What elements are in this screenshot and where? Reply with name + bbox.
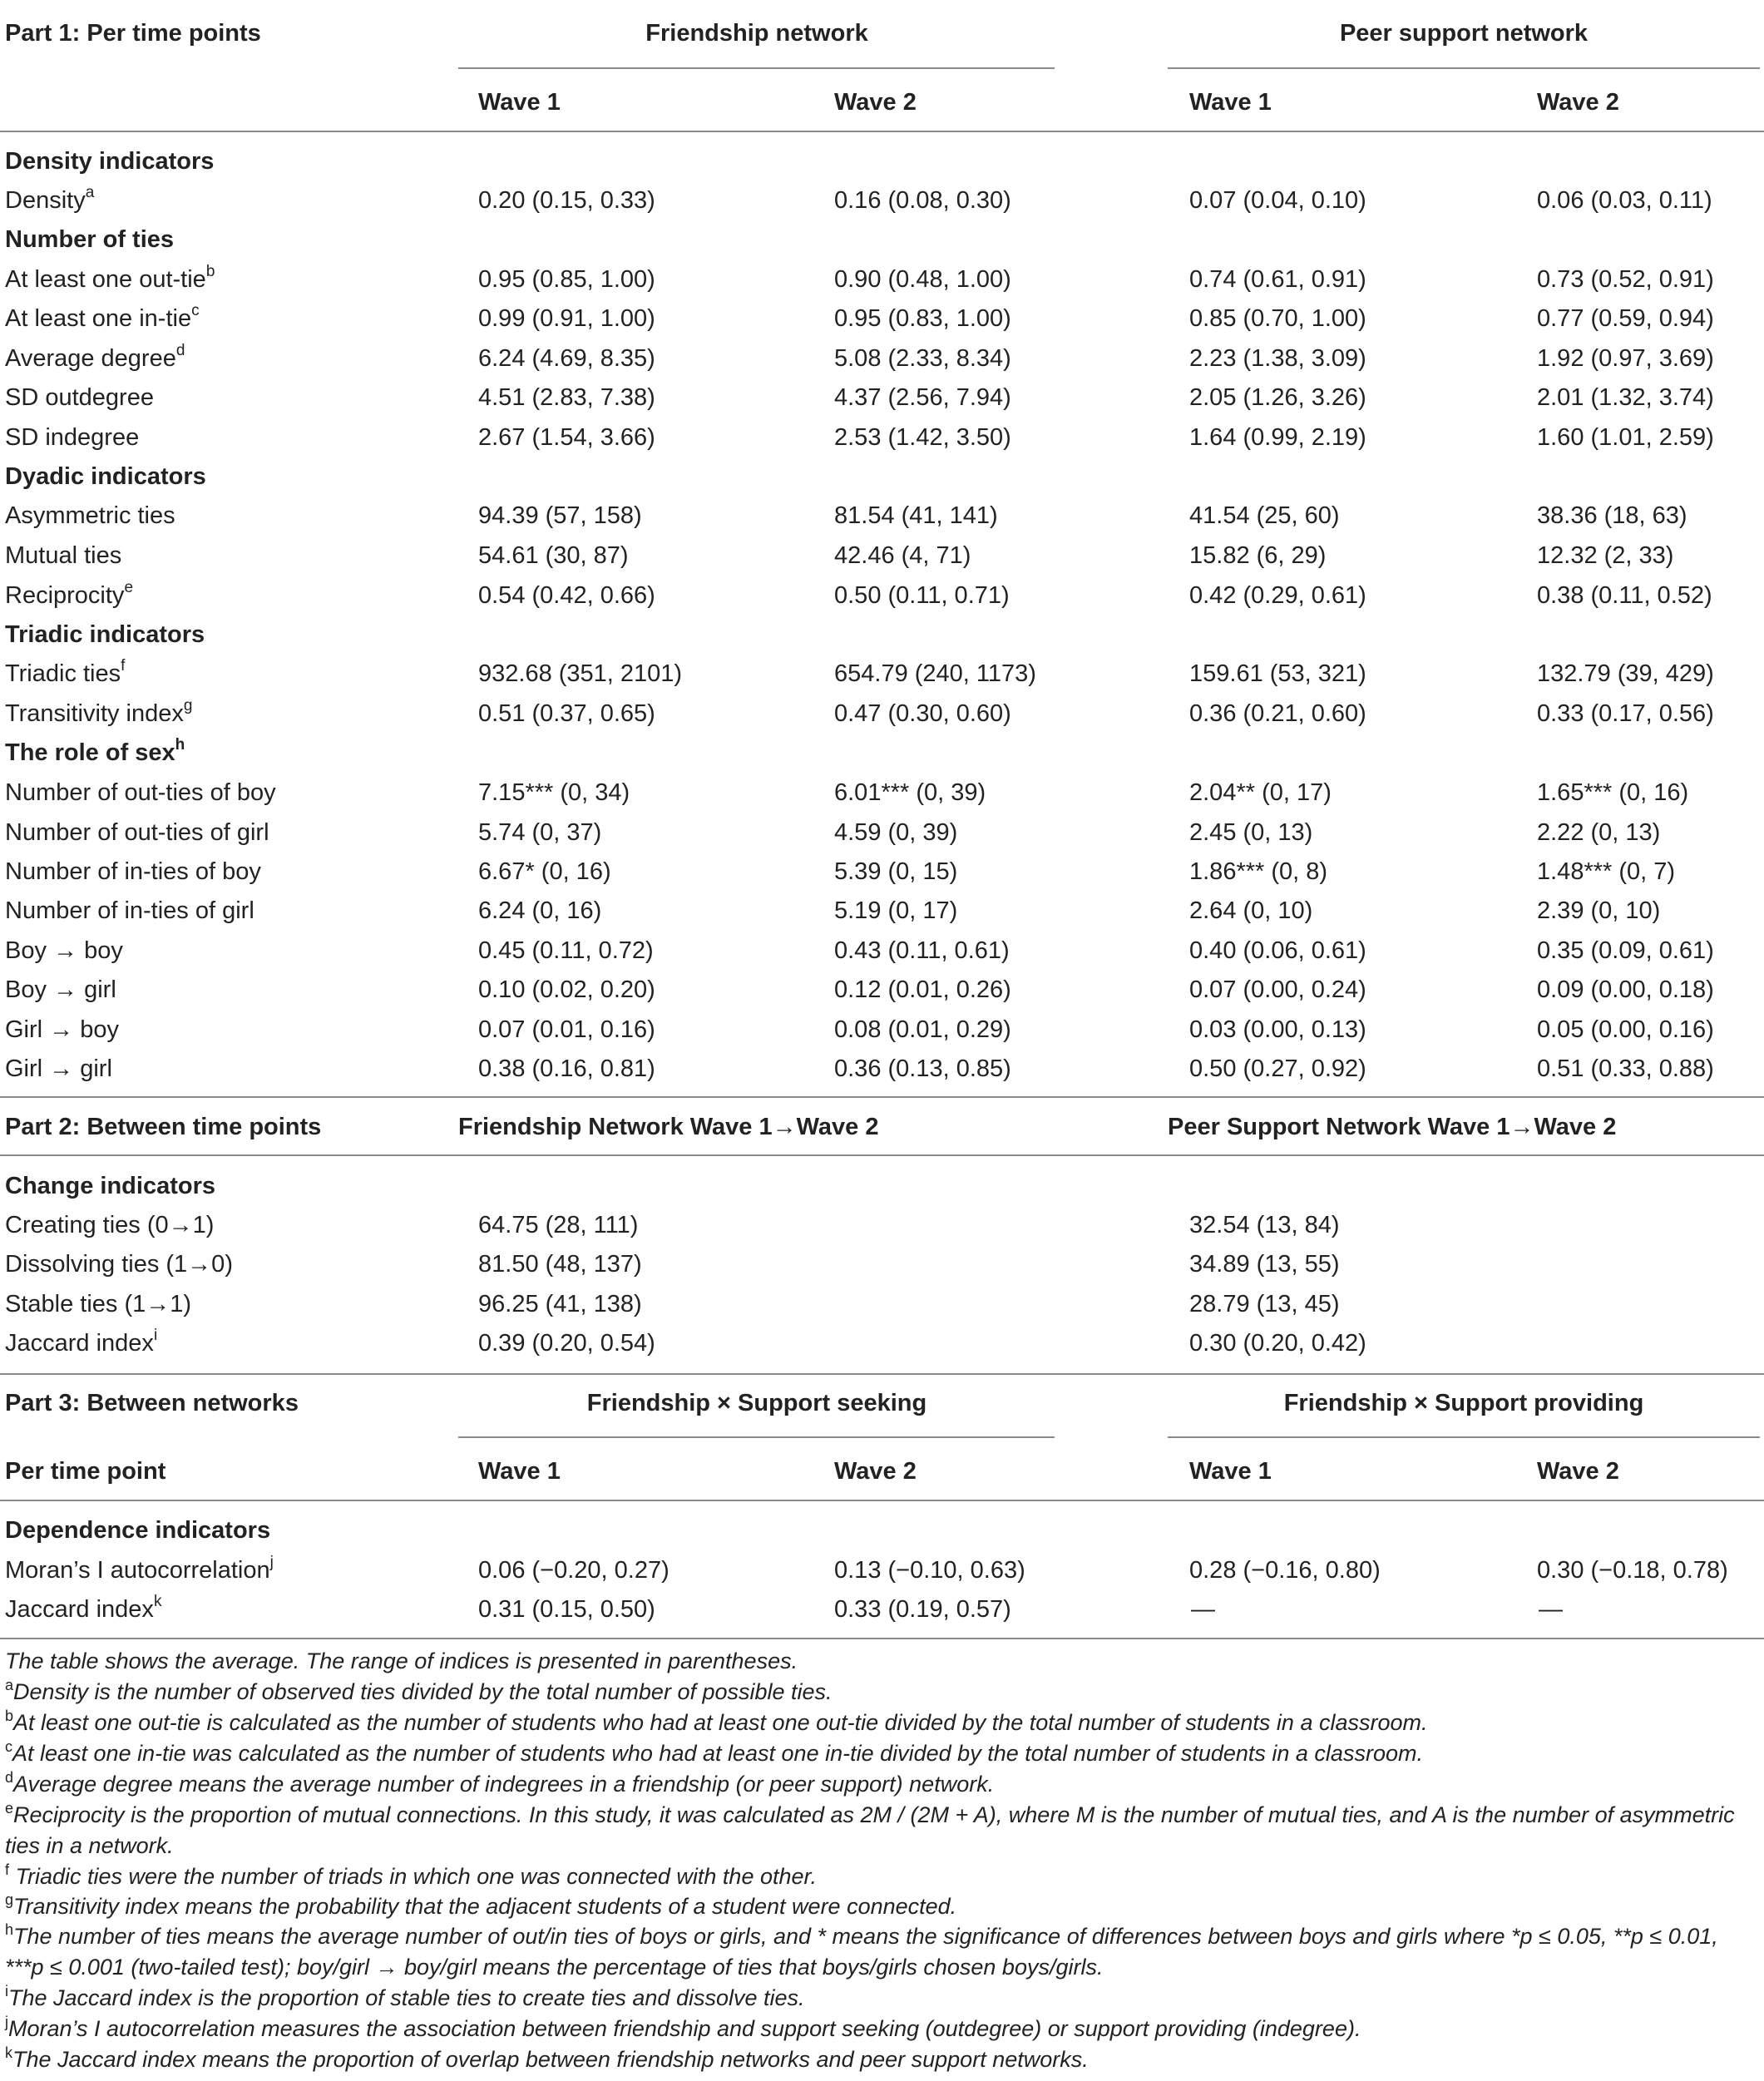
footnote-marker: f	[5, 1861, 10, 1878]
footnote-text: Average degree means the average number of indegrees in a friendship (or peer support) network.	[13, 1772, 995, 1797]
table-cell: 0.50 (0.11, 0.71)	[834, 582, 1010, 609]
wave-header: Wave 1	[1189, 1458, 1272, 1485]
footnote-marker: a	[5, 1677, 14, 1693]
footnote-marker: d	[175, 342, 185, 360]
table-cell: 0.06 (−0.20, 0.27)	[478, 1557, 670, 1584]
table-cell: 0.07 (0.01, 0.16)	[478, 1016, 655, 1043]
footnote-text: Triadic ties were the number of triads in which one was connected with the other.	[9, 1864, 818, 1889]
row-label: Jaccard index$^k$	[5, 1593, 162, 1623]
footnote-marker: f	[121, 657, 126, 675]
footnote	[5, 1983, 1760, 2014]
table-cell: 6.24 (0, 16)	[478, 897, 602, 924]
wave-header: Wave 2	[1537, 1458, 1619, 1485]
table-cell: 0.47 (0.30, 0.60)	[834, 700, 1011, 727]
row-label: At least one in-tie$^c$	[5, 302, 200, 332]
table-cell: 0.09 (0.00, 0.18)	[1537, 976, 1714, 1003]
table-cell: 2.23 (1.38, 3.09)	[1189, 345, 1366, 372]
group-underline	[458, 67, 1055, 69]
table-cell: 0.74 (0.61, 0.91)	[1189, 266, 1366, 293]
table-cell: 28.79 (13, 45)	[1189, 1291, 1340, 1317]
row-label: SD indegree	[5, 424, 140, 451]
row-label: Dissolving ties (1→0)	[5, 1251, 233, 1278]
footnote	[5, 2044, 1760, 2075]
footnote	[5, 1646, 1760, 1677]
footnote	[5, 1708, 1760, 1738]
footnote-text: Transitivity index means the probability that the adjacent students of a student were connected.	[13, 1894, 957, 1919]
footnote-text: The table shows the average. The range of indices is presented in parentheses.	[5, 1648, 798, 1673]
row-label: At least one out-tie$^b$	[5, 263, 215, 293]
table-cell: 6.24 (4.69, 8.35)	[478, 345, 655, 372]
footnote-marker: d	[5, 1769, 14, 1786]
table-cell: 0.07 (0.04, 0.10)	[1189, 187, 1366, 214]
table-cell: 96.25 (41, 138)	[478, 1291, 642, 1317]
footnote-text: Density is the number of observed ties divided by the total number of possible ties.	[13, 1679, 833, 1704]
table-cell: 0.36 (0.13, 0.85)	[834, 1055, 1011, 1082]
table-cell: 6.01*** (0, 39)	[834, 779, 986, 806]
table-cell: 2.04** (0, 17)	[1189, 779, 1332, 806]
group-underline	[1168, 1436, 1760, 1438]
row-label: Girl → girl	[5, 1055, 112, 1082]
table-cell: 0.51 (0.33, 0.88)	[1537, 1055, 1714, 1082]
table-cell: 15.82 (6, 29)	[1189, 542, 1327, 569]
footnote-text: Reciprocity is the proportion of mutual connections. In this study, it was calculated as 2M / (2M + A), where M is the number of mutual ties, and A is the number of asymmetric ties in a network.	[5, 1802, 1735, 1858]
table-cell: 38.36 (18, 63)	[1537, 502, 1687, 529]
group-header-support-providing: Friendship × Support providing	[1283, 1390, 1644, 1416]
table-cell: 932.68 (351, 2101)	[478, 660, 683, 687]
row-label: Density$^a$	[5, 184, 95, 214]
table-cell: 2.67 (1.54, 3.66)	[478, 424, 655, 451]
row-label: Triadic ties$^f$	[5, 657, 126, 687]
row-label: Jaccard index$^i$	[5, 1327, 158, 1357]
wave-header: Wave 1	[478, 89, 561, 116]
wave-header: Wave 2	[834, 89, 917, 116]
part3-title: Part 3: Between networks	[5, 1390, 299, 1416]
table-cell: 4.51 (2.83, 7.38)	[478, 384, 655, 411]
section-heading: Dependence indicators	[5, 1517, 271, 1544]
table-cell: 34.89 (13, 55)	[1189, 1251, 1340, 1278]
table-cell: 1.48*** (0, 7)	[1537, 858, 1676, 885]
footnote-marker: j	[269, 1554, 274, 1572]
wave-header: Wave 1	[1189, 89, 1272, 116]
table-cell: 0.45 (0.11, 0.72)	[478, 937, 654, 964]
table-cell: 5.74 (0, 37)	[478, 819, 602, 846]
table-cell: 0.05 (0.00, 0.16)	[1537, 1016, 1714, 1043]
table-cell: 0.06 (0.03, 0.11)	[1537, 187, 1712, 214]
table-cell: 4.59 (0, 39)	[834, 819, 958, 846]
section-heading: Change indicators	[5, 1173, 215, 1199]
footnote-marker: g	[5, 1891, 14, 1908]
table-cell: 2.01 (1.32, 3.74)	[1537, 384, 1714, 411]
table-cell: 0.39 (0.20, 0.54)	[478, 1330, 655, 1357]
footnote-marker: b	[205, 263, 215, 281]
row-label: Average degree$^d$	[5, 342, 185, 372]
table-cell: 1.92 (0.97, 3.69)	[1537, 345, 1714, 372]
table-cell: 0.35 (0.09, 0.61)	[1537, 937, 1714, 964]
table-cell: 0.99 (0.91, 1.00)	[478, 305, 655, 332]
table-cell: 0.13 (−0.10, 0.63)	[834, 1557, 1025, 1584]
table-bottom-rule	[0, 1638, 1764, 1639]
table-cell: 0.54 (0.42, 0.66)	[478, 582, 655, 609]
row-label: Number of in-ties of girl	[5, 897, 254, 924]
header-rule	[0, 1154, 1764, 1156]
footnote-marker: h	[175, 736, 185, 754]
table-cell: 0.31 (0.15, 0.50)	[478, 1596, 655, 1623]
footnote-marker: i	[153, 1327, 158, 1345]
table-cell: 0.16 (0.08, 0.30)	[834, 187, 1011, 214]
table-cell: 2.45 (0, 13)	[1189, 819, 1313, 846]
table-cell: 0.07 (0.00, 0.24)	[1189, 976, 1366, 1003]
table-cell: 54.61 (30, 87)	[478, 542, 629, 569]
table-cell: 159.61 (53, 321)	[1189, 660, 1366, 687]
table-cell: 132.79 (39, 429)	[1537, 660, 1714, 687]
footnote-text: Moran’s I autocorrelation measures the association between friendship and support seeking (outdegree) or support providing (indegree).	[8, 2016, 1361, 2041]
footnote-text: The Jaccard index is the proportion of stable ties to create ties and dissolve ties.	[8, 1985, 805, 2010]
footnote	[5, 1891, 1760, 1922]
section-rule	[0, 1373, 1764, 1375]
table-cell: 6.67* (0, 16)	[478, 858, 611, 885]
row-label: Mutual ties	[5, 542, 122, 569]
table-cell: 0.30 (0.20, 0.42)	[1189, 1330, 1366, 1357]
table-cell: 94.39 (57, 158)	[478, 502, 642, 529]
group-header-friendship-change: Friendship Network Wave 1→Wave 2	[458, 1114, 879, 1140]
footnote-text: The number of ties means the average number of out/in ties of boys or girls, and * means the significance of differences between boys and girls where *p ≤ 0.05, **p ≤ 0.01, ***p ≤ 0.001 (two-tailed test); boy/girl → boy/girl means the percentage of ties that boys/girls chosen boys/girls.	[5, 1924, 1718, 1980]
table-cell: 0.42 (0.29, 0.61)	[1189, 582, 1366, 609]
group-header-peer-support: Peer support network	[1339, 20, 1589, 47]
table-cell: 1.65*** (0, 16)	[1537, 779, 1689, 806]
footnote-marker: k	[5, 2044, 12, 2061]
table-cell: 7.15*** (0, 34)	[478, 779, 630, 806]
table-cell: 2.64 (0, 10)	[1189, 897, 1313, 924]
footnote	[5, 1677, 1760, 1708]
group-underline	[1168, 67, 1760, 69]
footnote-marker: e	[124, 579, 134, 597]
table-cell: 64.75 (28, 111)	[478, 1212, 639, 1238]
table-cell: 0.73 (0.52, 0.91)	[1537, 266, 1714, 293]
table-cell: 0.40 (0.06, 0.61)	[1189, 937, 1366, 964]
table-cell: 5.19 (0, 17)	[834, 897, 958, 924]
table-cell: 5.39 (0, 15)	[834, 858, 958, 885]
section-heading: Density indicators	[5, 148, 215, 175]
table-cell: 0.20 (0.15, 0.33)	[478, 187, 655, 214]
table-cell: 0.38 (0.11, 0.52)	[1537, 582, 1712, 609]
footnote-marker: c	[191, 302, 200, 320]
footnote-text: At least one in-tie was calculated as the number of students who had at least one in-tie divided by the total number of students in a classroom.	[12, 1741, 1423, 1766]
table-cell: 42.46 (4, 71)	[834, 542, 971, 569]
table-cell: 0.03 (0.00, 0.13)	[1189, 1016, 1366, 1043]
header-rule	[0, 1500, 1764, 1501]
table-cell: 0.77 (0.59, 0.94)	[1537, 305, 1714, 332]
table-cell: 0.43 (0.11, 0.61)	[834, 937, 1010, 964]
table-cell: 0.85 (0.70, 1.00)	[1189, 305, 1366, 332]
table-cell: 2.05 (1.26, 3.26)	[1189, 384, 1366, 411]
footnote-marker: b	[5, 1708, 14, 1724]
table-cell: 0.10 (0.02, 0.20)	[478, 976, 655, 1003]
row-label: Number of in-ties of boy	[5, 858, 261, 885]
footnote	[5, 1861, 1760, 1892]
footnote-text: The Jaccard index means the proportion of overlap between friendship networks and peer support networks.	[12, 2047, 1089, 2072]
table-cell: 1.60 (1.01, 2.59)	[1537, 424, 1714, 451]
footnote	[5, 2014, 1760, 2044]
table-cell: 0.38 (0.16, 0.81)	[478, 1055, 655, 1082]
row-label: Boy → girl	[5, 976, 116, 1003]
row-label: Transitivity index$^g$	[5, 697, 193, 727]
table-cell: 0.33 (0.17, 0.56)	[1537, 700, 1714, 727]
table-cell: 0.90 (0.48, 1.00)	[834, 266, 1011, 293]
row-label: Reciprocity$^e$	[5, 579, 134, 609]
header-rule	[0, 131, 1764, 132]
section-rule	[0, 1096, 1764, 1098]
table-cell: 41.54 (25, 60)	[1189, 502, 1340, 529]
row-label: Creating ties (0→1)	[5, 1212, 215, 1238]
table-cell: 2.53 (1.42, 3.50)	[834, 424, 1011, 451]
section-heading: Number of ties	[5, 226, 175, 253]
table-cell: 2.22 (0, 13)	[1537, 819, 1661, 846]
table-cell: —	[1191, 1596, 1215, 1623]
table-cell: 0.33 (0.19, 0.57)	[834, 1596, 1011, 1623]
group-header-support-seeking: Friendship × Support seeking	[586, 1390, 927, 1416]
table-cell: 4.37 (2.56, 7.94)	[834, 384, 1011, 411]
table-cell: 81.54 (41, 141)	[834, 502, 998, 529]
table-cell: 0.08 (0.01, 0.29)	[834, 1016, 1011, 1043]
table-cell: 0.51 (0.37, 0.65)	[478, 700, 655, 727]
table-cell: —	[1539, 1596, 1563, 1623]
table-cell: 5.08 (2.33, 8.34)	[834, 345, 1011, 372]
footnote	[5, 1738, 1760, 1769]
row-label: Stable ties (1→1)	[5, 1291, 192, 1317]
row-label: Girl → boy	[5, 1016, 119, 1043]
footnote	[5, 1769, 1760, 1800]
table-cell: 1.86*** (0, 8)	[1189, 858, 1328, 885]
footnote-marker: h	[5, 1921, 14, 1938]
table-cell: 12.32 (2, 33)	[1537, 542, 1674, 569]
group-header-friendship: Friendship network	[645, 20, 868, 47]
footnote-marker: c	[5, 1738, 12, 1755]
row-label: Boy → boy	[5, 937, 123, 964]
table-cell: 0.28 (−0.16, 0.80)	[1189, 1557, 1381, 1584]
footnote-marker: j	[5, 2014, 8, 2030]
row-label: SD outdegree	[5, 384, 154, 411]
table-cell: 0.30 (−0.18, 0.78)	[1537, 1557, 1728, 1584]
part1-title: Part 1: Per time points	[5, 20, 261, 47]
group-header-peer-support-change: Peer Support Network Wave 1→Wave 2	[1168, 1114, 1617, 1140]
table-cell: 32.54 (13, 84)	[1189, 1212, 1340, 1238]
wave-header: Wave 2	[834, 1458, 917, 1485]
row-label: Number of out-ties of girl	[5, 819, 269, 846]
table-cell: 81.50 (48, 137)	[478, 1251, 642, 1278]
part2-title: Part 2: Between time points	[5, 1114, 322, 1140]
footnote	[5, 1800, 1760, 1861]
footnote	[5, 1921, 1760, 1983]
row-label: Moran’s I autocorrelation$^j$	[5, 1554, 274, 1584]
table-cell: 654.79 (240, 1173)	[834, 660, 1036, 687]
footnote-marker: e	[5, 1800, 14, 1817]
table-cell: 1.64 (0.99, 2.19)	[1189, 424, 1366, 451]
table-cell: 2.39 (0, 10)	[1537, 897, 1661, 924]
footnote-marker: i	[5, 1983, 8, 1999]
table-cell: 0.12 (0.01, 0.26)	[834, 976, 1011, 1003]
row-label: Asymmetric ties	[5, 502, 175, 529]
wave-header: Wave 1	[478, 1458, 561, 1485]
group-underline	[458, 1436, 1055, 1438]
section-heading: Dyadic indicators	[5, 463, 206, 490]
table-cell: 0.50 (0.27, 0.92)	[1189, 1055, 1366, 1082]
section-heading: The role of sex$^h$	[5, 736, 185, 766]
row-label: Number of out-ties of boy	[5, 779, 276, 806]
table-cell: 0.36 (0.21, 0.60)	[1189, 700, 1366, 727]
per-time-point-label: Per time point	[5, 1458, 166, 1485]
footnote-text: At least one out-tie is calculated as the number of students who had at least one out-tie divided by the total number of students in a classroom.	[13, 1710, 1428, 1735]
footnote-marker: a	[85, 184, 95, 202]
footnote-marker: k	[153, 1593, 162, 1611]
section-heading: Triadic indicators	[5, 621, 205, 648]
table-cell: 0.95 (0.83, 1.00)	[834, 305, 1011, 332]
table-cell: 0.95 (0.85, 1.00)	[478, 266, 655, 293]
footnote-marker: g	[183, 697, 193, 715]
wave-header: Wave 2	[1537, 89, 1619, 116]
